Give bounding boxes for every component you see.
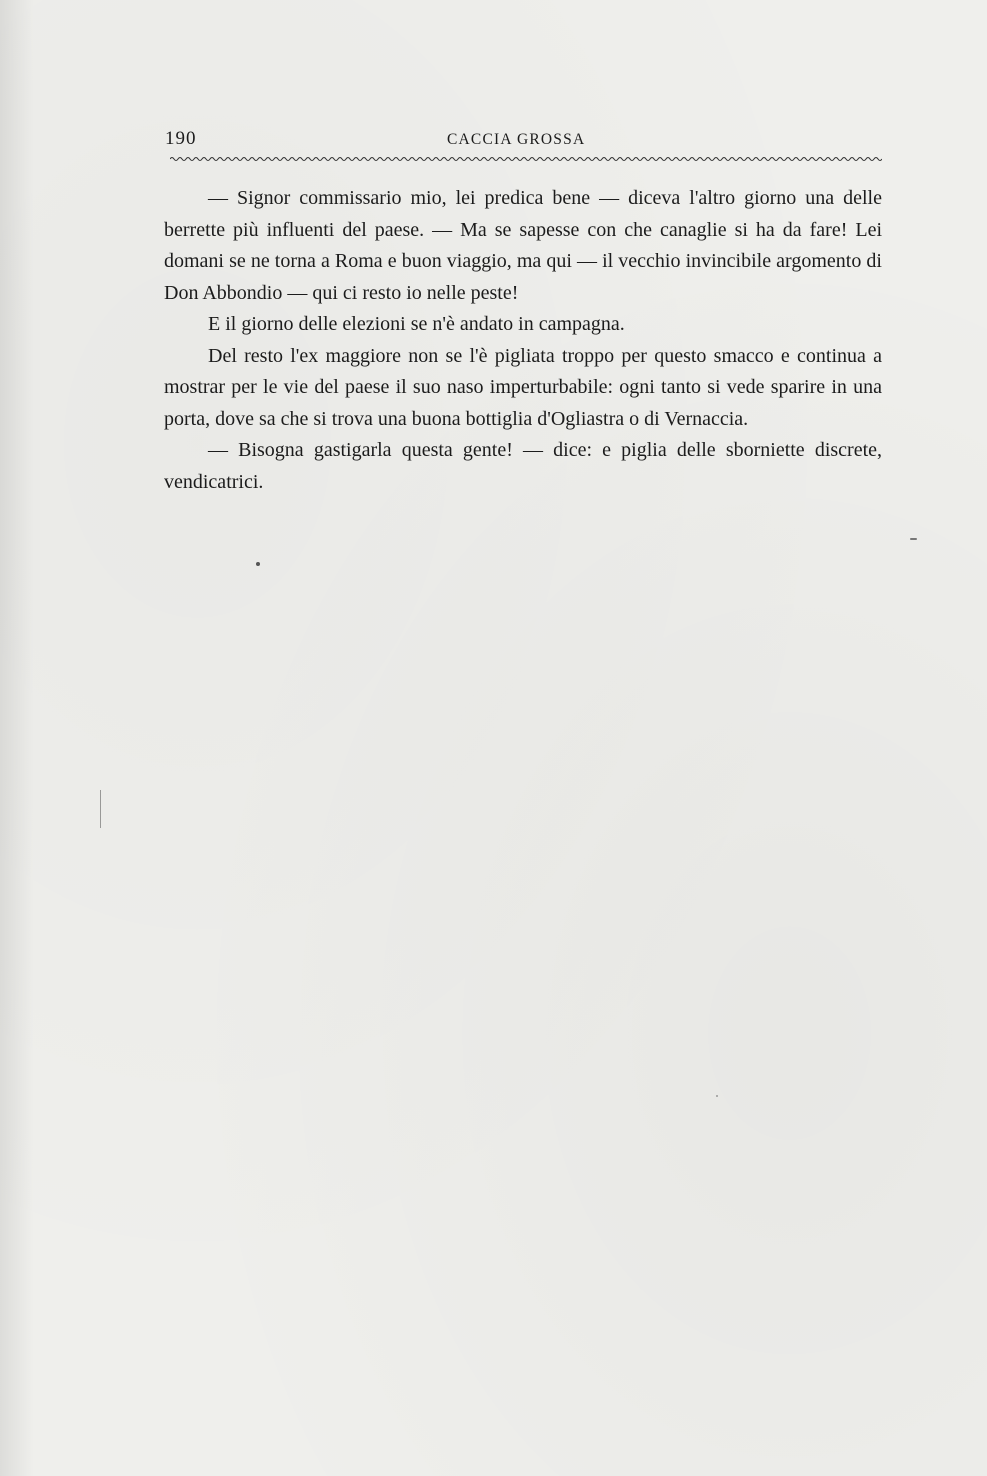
- ink-speck: [910, 538, 917, 540]
- paragraph: — Signor commissario mio, lei predica bene — diceva l'altro giorno una delle berrette più influenti del paese. — Ma se sapesse con che canaglie si ha da fare! Lei domani se ne torna a Roma e buon viaggio, ma qui — il vecchio invincibile argomento di Don Abbondio — qui ci resto io nelle peste!: [164, 187, 882, 304]
- paragraph: — Bisogna gastigarla questa gente! — dice: e piglia delle sborniette discrete, vendicatrici.: [164, 439, 882, 493]
- body-text: [164, 183, 882, 498]
- ink-speck: [716, 1095, 718, 1097]
- scan-streak: [100, 790, 101, 828]
- page-gutter-shadow: [0, 0, 34, 1476]
- ink-speck: [256, 562, 260, 566]
- paragraph: E il giorno delle elezioni se n'è andato in campagna.: [208, 313, 625, 335]
- page-header: [165, 128, 885, 158]
- running-title: CACCIA GROSSA: [447, 131, 586, 148]
- page-number: 190: [165, 128, 197, 149]
- paragraph: Del resto l'ex maggiore non se l'è pigliata troppo per questo smacco e continua a mostrar per le vie del paese il suo naso imperturbabile: ogni tanto si vede sparire in una porta, dove sa che si trova una buona bottiglia d'Ogliastra o di Vernaccia.: [164, 344, 882, 430]
- wavy-header-rule: [170, 155, 882, 163]
